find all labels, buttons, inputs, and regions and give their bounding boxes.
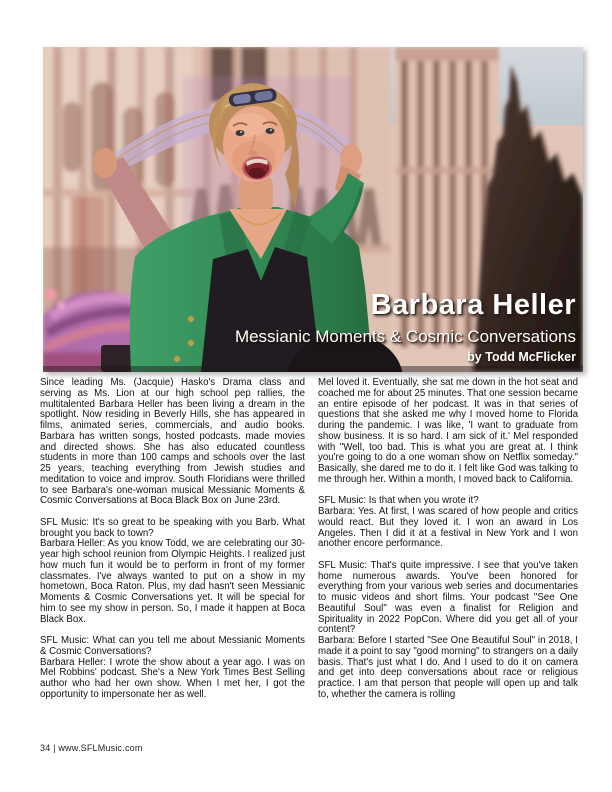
right-column <box>318 378 578 701</box>
interview-question: SFL Music: It's so great to be speaking with you Barb. What brought you back to town? <box>40 516 305 539</box>
page-footer: 34 | www.SFLMusic.com <box>40 743 143 753</box>
hero-photo <box>43 47 583 372</box>
interview-answer: Barbara: Before I started "See One Beautiful Soul" in 2018, I made it a point to say "good morning" to strangers on a daily basis. That's just what I do. And I used to do it on camera and get into deep conversations about race or religious practice. I am that person that people will open up and talk to, whether the camera is rolling <box>318 635 578 700</box>
article-subtitle: Messianic Moments & Cosmic Conversations <box>234 326 576 346</box>
interview-question: SFL Music: Is that when you wrote it? <box>318 495 479 507</box>
interview-question: SFL Music: That's quite impressive. I see that you've taken home numerous awards. You've been honored for everything from your various web series and documentaries to music videos and short films. Your podcast "See One Beautiful Soul" was even a finalist for Religion and Spirituality in 2022 PopCon. Where did you get all of your content? <box>318 559 578 636</box>
interview-answer: Barbara Heller: I wrote the show about a year ago. I was on Mel Robbins' podcast. She's a New York Times Best Selling author who had her own show. When I met her, I got the opportunity to impersonate her as well. <box>40 656 305 700</box>
hero-text-overlay <box>234 288 576 364</box>
interview-answer: Barbara Heller: As you know Todd, we are celebrating our 30-year high school reunion from Olympic Heights. I realized just how much fun it would be to perform in front of my former classmates. I've always wanted to put on a show in my hometown, Boca Raton. Plus, my dad hasn't seen Messianic Moments & Cosmic Conversations yet. It will be special for him to see my show in person. So, I made it happen at Boca Black Box. <box>40 538 305 625</box>
interview-question: SFL Music: What can you tell me about Messianic Moments & Cosmic Conversations? <box>40 635 305 657</box>
article-body <box>40 378 578 701</box>
left-column <box>40 378 305 701</box>
interview-answer: Mel loved it. Eventually, she sat me down in the hot seat and coached me for about 25 minutes. That one session became an entire episode of her podcast. It was in that series of questions that she asked me why I moved home to Florida during the pandemic. I was like, 'I want to graduate from show business. It is so hard. I am sick of it.' Mel responded with "Well, too bad. This is what you are great at. I think you're going to do a one woman show on Netflix someday." Basically, she dared me to do it. I felt like God was talking to me through her. Within a month, I moved back to California. <box>318 377 578 485</box>
article-paragraph: Since leading Ms. (Jacquie) Hasko's Drama class and serving as Ms. Lion at our high school pep rallies, the multitalented Barbara Heller has been living a dream in the spotlight. Now residing in Beverly Hills, she has appeared in films, animated series, commercials, and audio books. Barbara has written songs, hosted podcasts. made movies and directed shows. She has also educated countless students in more than 100 camps and schools over the last 25 years, teaching everything from Jewish studies and meditation to voice and improv. South Floridians were thrilled to see Barbara's one-woman musical Messianic Moments & Cosmic Conversations at Boca Black Box on June 23rd. <box>40 377 305 507</box>
article-byline: by Todd McFlicker <box>467 349 576 364</box>
interview-answer: Barbara: Yes. At first, I was scared of how people and critics would react. But they loved it. I won an award in Los Angeles. Then I did it at a festival in New York and I won another encore performance. <box>318 506 578 550</box>
article-title: Barbara Heller <box>370 288 576 321</box>
